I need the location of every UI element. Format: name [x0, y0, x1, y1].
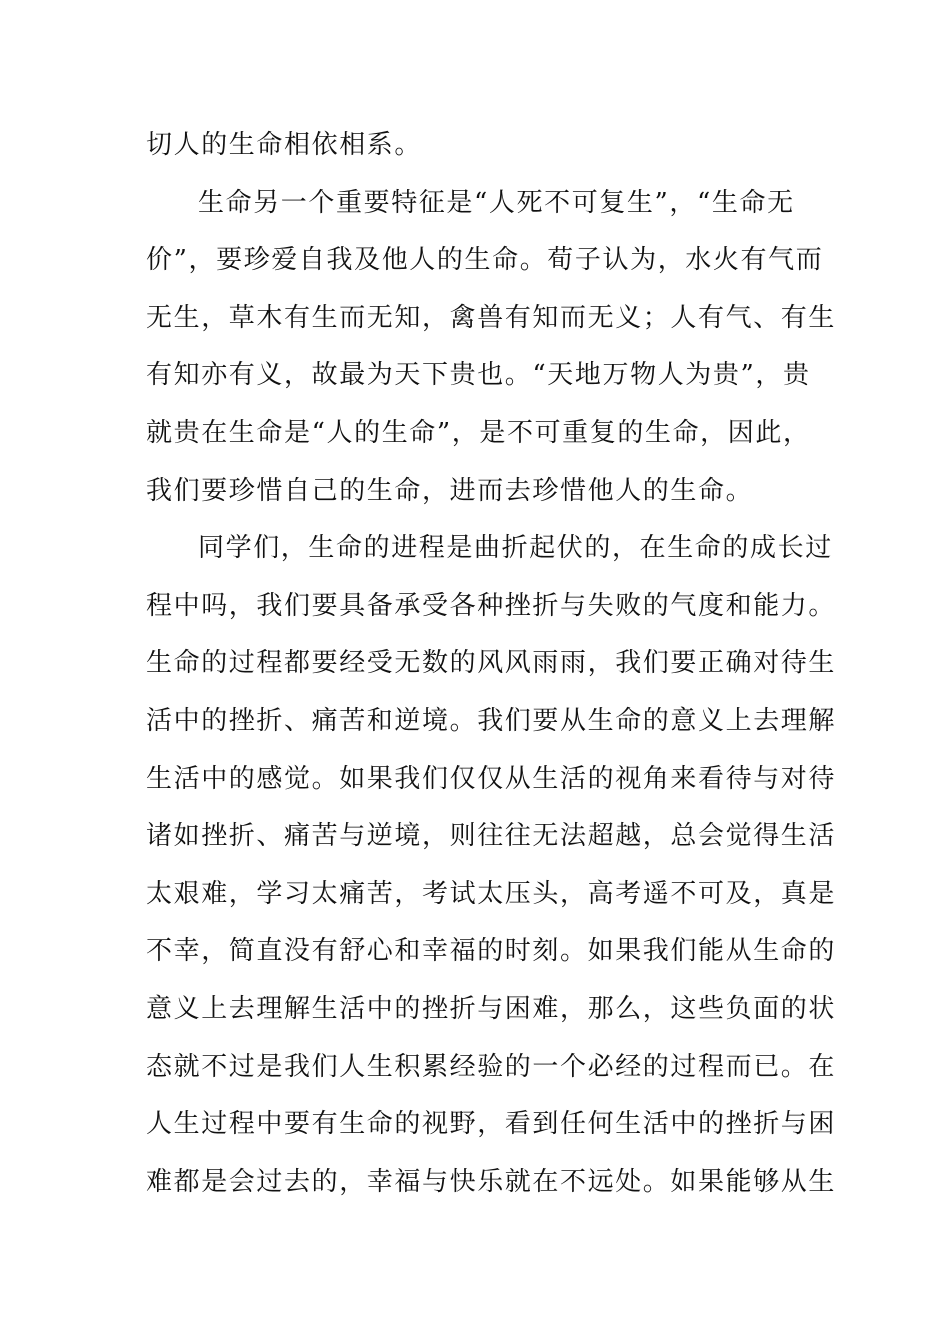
- text-line: 人生过程中要有生命的视野，看到任何生活中的挫折与困: [146, 1109, 837, 1140]
- text-line-paragraph-start: 生命另一个重要特征是“人死不可复生”，“生命无: [198, 187, 795, 218]
- text-line: 价”，要珍爱自我及他人的生命。荀子认为，水火有气而: [146, 245, 824, 276]
- text-line: 生活中的感觉。如果我们仅仅从生活的视角来看待与对待: [146, 763, 837, 794]
- text-line: 就贵在生命是“人的生命”，是不可重复的生命，因此，: [146, 417, 811, 448]
- text-line: 太艰难，学习太痛苦，考试太压头，高考遥不可及，真是: [146, 878, 837, 909]
- text-line: 无生，草木有生而无知，禽兽有知而无义；人有气、有生: [146, 302, 837, 333]
- text-line: 不幸，简直没有舒心和幸福的时刻。如果我们能从生命的: [146, 936, 837, 967]
- text-line-paragraph-start: 同学们，生命的进程是曲折起伏的，在生命的成长过: [198, 533, 833, 564]
- text-line: 活中的挫折、痛苦和逆境。我们要从生命的意义上去理解: [146, 705, 837, 736]
- text-line: 态就不过是我们人生积累经验的一个必经的过程而已。在: [146, 1051, 837, 1082]
- text-line: 生命的过程都要经受无数的风风雨雨，我们要正确对待生: [146, 648, 837, 679]
- text-line: 程中吗，我们要具备承受各种挫折与失败的气度和能力。: [146, 590, 837, 621]
- text-line: 诸如挫折、痛苦与逆境，则往往无法超越，总会觉得生活: [146, 821, 837, 852]
- text-line: 难都是会过去的，幸福与快乐就在不远处。如果能够从生: [146, 1166, 837, 1197]
- body-text: [146, 117, 837, 1211]
- text-line: 意义上去理解生活中的挫折与困难，那么，这些负面的状: [146, 993, 837, 1024]
- text-line: 我们要珍惜自己的生命，进而去珍惜他人的生命。: [146, 475, 754, 506]
- text-line: 有知亦有义，故最为天下贵也。“天地万物人为贵”，贵: [146, 360, 811, 391]
- text-line: 切人的生命相依相系。: [146, 130, 423, 160]
